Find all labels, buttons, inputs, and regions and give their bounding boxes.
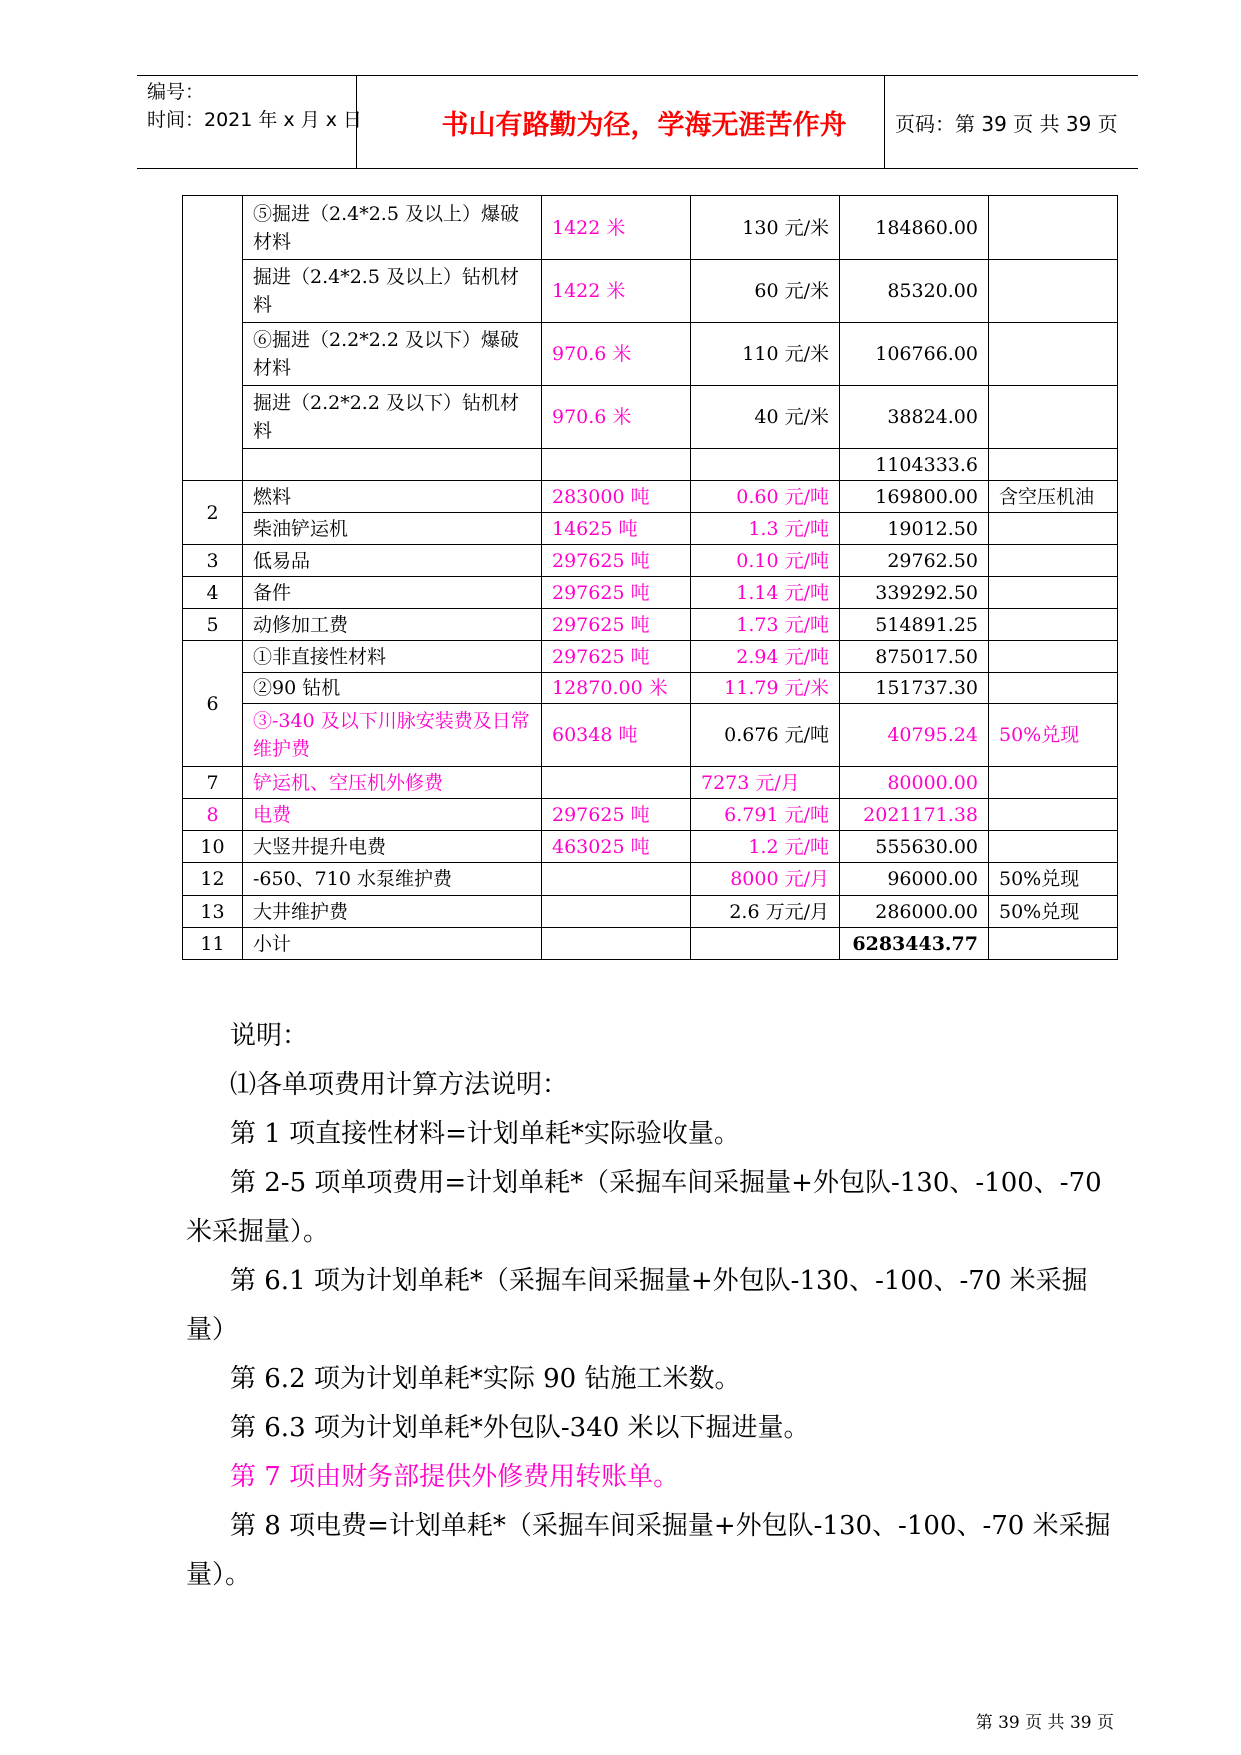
table-cell-note — [989, 545, 1118, 577]
table-cell-amount: 80000.00 — [840, 767, 989, 799]
table-cell-note — [989, 831, 1118, 863]
header-divider — [356, 76, 357, 168]
table-cell-item: 低易品 — [243, 545, 542, 577]
table-cell-amount: 151737.30 — [840, 673, 989, 704]
table-cell-note — [989, 323, 1118, 386]
table-row — [183, 609, 1118, 641]
table-cell-price: 60 元/米 — [691, 260, 840, 323]
table-cell-item: 铲运机、空压机外修费 — [243, 767, 542, 799]
table-cell-qty: 60348 吨 — [542, 704, 691, 767]
table-cell-qty — [542, 896, 691, 928]
table-cell-amount: 85320.00 — [840, 260, 989, 323]
table-cell-qty: 970.6 米 — [542, 323, 691, 386]
table-cell-item: 大井维护费 — [243, 896, 542, 928]
table-cell-note — [989, 449, 1118, 481]
header-page-number: 页码：第 39 页 共 39 页 — [895, 111, 1118, 136]
page-footer: 第 39 页 共 39 页 — [975, 1713, 1114, 1733]
table-cell-amount: 40795.24 — [840, 704, 989, 767]
table-row — [183, 641, 1118, 673]
table-cell-note — [989, 386, 1118, 449]
table-row — [183, 704, 1118, 767]
table-row — [183, 831, 1118, 863]
table-cell-note — [989, 799, 1118, 831]
table-cell-no: 6 — [183, 641, 243, 767]
table-cell-item: 备件 — [243, 577, 542, 609]
table-cell-price: 0.60 元/吨 — [691, 481, 840, 513]
table-cell-qty — [542, 767, 691, 799]
table-cell-price — [691, 449, 840, 481]
header-divider — [884, 76, 885, 168]
table-cell-qty: 283000 吨 — [542, 481, 691, 513]
table-cell-qty: 1422 米 — [542, 196, 691, 260]
table-cell-price: 40 元/米 — [691, 386, 840, 449]
table-cell-qty: 297625 吨 — [542, 799, 691, 831]
table-row — [183, 545, 1118, 577]
table-cell-item: -650、710 水泵维护费 — [243, 863, 542, 896]
table-cell-item: 掘进（2.2*2.2 及以下）钻机材料 — [243, 386, 542, 449]
table-cell-note: 50%兑现 — [989, 704, 1118, 767]
table-cell-qty: 12870.00 米 — [542, 673, 691, 704]
notes-title: 说明： — [230, 1021, 309, 1051]
table-cell-qty: 970.6 米 — [542, 386, 691, 449]
table-cell-qty — [542, 863, 691, 896]
table-cell-qty: 297625 吨 — [542, 545, 691, 577]
notes-paragraph: 第 2-5 项单项费用=计划单耗*（采掘车间采掘量+外包队-130、-100、-70 米采掘量）。 — [186, 1168, 1102, 1247]
table-cell-amount: 2021171.38 — [840, 799, 989, 831]
table-cell-qty: 297625 吨 — [542, 609, 691, 641]
table-row — [183, 863, 1118, 896]
notes-paragraph: 第 6.1 项为计划单耗*（采掘车间采掘量+外包队-130、-100、-70 米采掘量） — [186, 1266, 1088, 1345]
notes-paragraph: 第 6.3 项为计划单耗*外包队-340 米以下掘进量。 — [230, 1413, 810, 1443]
table-cell-amount: 184860.00 — [840, 196, 989, 260]
table-cell-no: 12 — [183, 863, 243, 896]
document-number-label: 编号： — [147, 81, 205, 103]
notes-paragraph: 第 6.2 项为计划单耗*实际 90 钻施工米数。 — [230, 1364, 741, 1394]
table-cell-price: 1.3 元/吨 — [691, 513, 840, 545]
document-time-label: 时间：2021 年 x 月 x 日 — [147, 109, 363, 131]
table-cell-note — [989, 928, 1118, 960]
table-row — [183, 896, 1118, 928]
table-cell-note: 含空压机油 — [989, 481, 1118, 513]
table-cell-no: 13 — [183, 896, 243, 928]
table-cell-amount: 29762.50 — [840, 545, 989, 577]
table-cell-note — [989, 609, 1118, 641]
table-cell-no: 2 — [183, 481, 243, 545]
header-motto: 书山有路勤为径，学海无涯苦作舟 — [441, 109, 847, 141]
table-cell-amount: 169800.00 — [840, 481, 989, 513]
table-cell-item — [243, 449, 542, 481]
notes-paragraph: 第 8 项电费=计划单耗*（采掘车间采掘量+外包队-130、-100、-70 米采掘量）。 — [186, 1511, 1111, 1590]
table-cell-amount: 555630.00 — [840, 831, 989, 863]
table-cell-amount: 19012.50 — [840, 513, 989, 545]
table-row — [183, 577, 1118, 609]
table-cell-price: 1.73 元/吨 — [691, 609, 840, 641]
table-cell-item: 动修加工费 — [243, 609, 542, 641]
table-row — [183, 673, 1118, 704]
table-cell-item: 柴油铲运机 — [243, 513, 542, 545]
table-cell-qty: 297625 吨 — [542, 641, 691, 673]
cost-table — [182, 195, 1118, 960]
table-cell-amount: 339292.50 — [840, 577, 989, 609]
table-cell-price: 11.79 元/米 — [691, 673, 840, 704]
table-cell-price: 8000 元/月 — [691, 863, 840, 896]
table-cell-item: 大竖井提升电费 — [243, 831, 542, 863]
table-row — [183, 449, 1118, 481]
table-cell-amount: 96000.00 — [840, 863, 989, 896]
notes-section — [186, 1012, 1116, 1600]
table-cell-amount: 514891.25 — [840, 609, 989, 641]
table-cell-price: 0.10 元/吨 — [691, 545, 840, 577]
table-cell-price: 2.6 万元/月 — [691, 896, 840, 928]
table-cell-note: 50%兑现 — [989, 896, 1118, 928]
table-cell-price: 6.791 元/吨 — [691, 799, 840, 831]
table-cell-no: 3 — [183, 545, 243, 577]
table-cell-price: 1.2 元/吨 — [691, 831, 840, 863]
table-cell-amount: 1104333.6 — [840, 449, 989, 481]
table-cell-note — [989, 767, 1118, 799]
table-cell-qty: 463025 吨 — [542, 831, 691, 863]
table-row — [183, 260, 1118, 323]
table-row — [183, 196, 1118, 260]
table-cell-qty: 297625 吨 — [542, 577, 691, 609]
page-header — [137, 75, 1138, 169]
table-row — [183, 928, 1118, 960]
table-cell-note — [989, 513, 1118, 545]
table-cell-item: 电费 — [243, 799, 542, 831]
table-cell-price: 130 元/米 — [691, 196, 840, 260]
table-cell-no: 10 — [183, 831, 243, 863]
table-cell-no: 8 — [183, 799, 243, 831]
table-cell-note — [989, 641, 1118, 673]
table-cell-no: 4 — [183, 577, 243, 609]
table-row — [183, 323, 1118, 386]
table-cell-price: 7273 元/月 — [691, 767, 840, 799]
table-cell-item: 燃料 — [243, 481, 542, 513]
table-cell-price: 1.14 元/吨 — [691, 577, 840, 609]
table-cell-note — [989, 260, 1118, 323]
table-row — [183, 386, 1118, 449]
table-cell-item: ⑥掘进（2.2*2.2 及以下）爆破材料 — [243, 323, 542, 386]
table-cell-note: 50%兑现 — [989, 863, 1118, 896]
table-cell-qty: 14625 吨 — [542, 513, 691, 545]
table-row — [183, 767, 1118, 799]
notes-paragraph: 第 1 项直接性材料=计划单耗*实际验收量。 — [230, 1119, 740, 1149]
table-cell-note — [989, 577, 1118, 609]
table-cell-price: 110 元/米 — [691, 323, 840, 386]
notes-paragraph: ⑴各单项费用计算方法说明： — [230, 1070, 569, 1100]
table-cell-item: ②90 钻机 — [243, 673, 542, 704]
notes-paragraph-highlight: 第 7 项由财务部提供外修费用转账单。 — [230, 1462, 680, 1492]
table-cell-qty: 1422 米 — [542, 260, 691, 323]
table-cell-price: 0.676 元/吨 — [691, 704, 840, 767]
table-cell-item: ①非直接性材料 — [243, 641, 542, 673]
table-cell-amount: 875017.50 — [840, 641, 989, 673]
table-row — [183, 799, 1118, 831]
table-cell-item: ⑤掘进（2.4*2.5 及以上）爆破材料 — [243, 196, 542, 260]
table-cell-no: 11 — [183, 928, 243, 960]
table-cell-amount: 38824.00 — [840, 386, 989, 449]
table-cell-note — [989, 196, 1118, 260]
table-cell-qty — [542, 928, 691, 960]
table-cell-amount: 6283443.77 — [840, 928, 989, 960]
table-cell-no: 5 — [183, 609, 243, 641]
table-cell-qty — [542, 449, 691, 481]
table-cell-no — [183, 196, 243, 481]
table-row — [183, 481, 1118, 513]
table-cell-item: 小计 — [243, 928, 542, 960]
table-row — [183, 513, 1118, 545]
table-cell-amount: 106766.00 — [840, 323, 989, 386]
table-cell-amount: 286000.00 — [840, 896, 989, 928]
table-cell-note — [989, 673, 1118, 704]
table-cell-item: 掘进（2.4*2.5 及以上）钻机材料 — [243, 260, 542, 323]
table-cell-price: 2.94 元/吨 — [691, 641, 840, 673]
table-cell-no: 7 — [183, 767, 243, 799]
table-cell-item: ③-340 及以下川脉安装费及日常维护费 — [243, 704, 542, 767]
table-cell-price — [691, 928, 840, 960]
